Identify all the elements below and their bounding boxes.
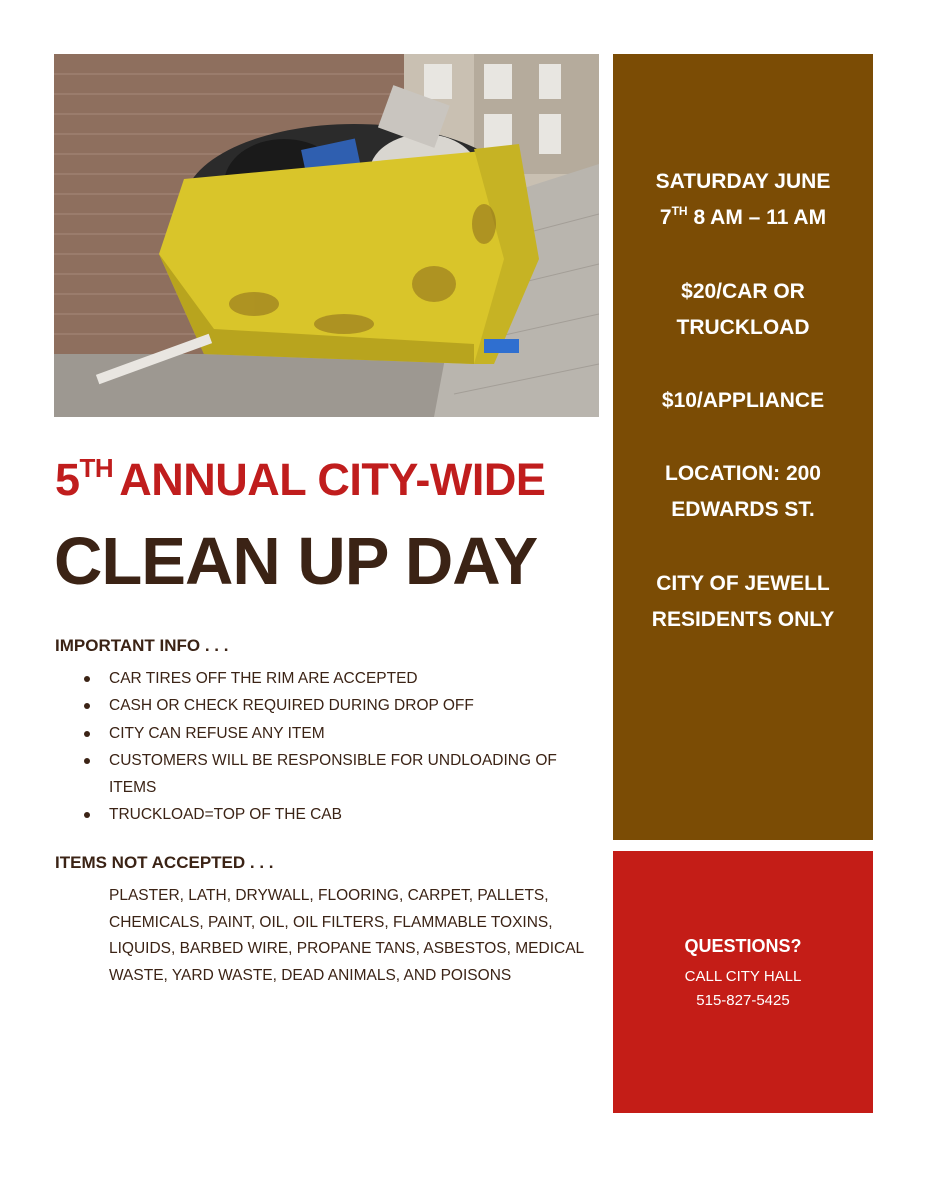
headline-line-1 bbox=[55, 452, 600, 514]
not-accepted-text: PLASTER, LATH, DRYWALL, FLOORING, CARPET, PALLETS, CHEMICALS, PAINT, OIL, OIL FILTERS, FLAMMABLE TOXINS, LIQUIDS, BARBED WIRE, PROPANE TANS, ASBESTOS, MEDICAL WASTE, YARD WASTE, DEAD ANIMALS, AND POISONS bbox=[109, 887, 584, 984]
date-ordinal: TH bbox=[671, 204, 688, 218]
residents-line-2: RESIDENTS ONLY bbox=[651, 608, 835, 631]
dumpster-photo bbox=[54, 54, 599, 417]
price-car-line-1: $20/CAR OR bbox=[681, 280, 805, 303]
date-line-2 bbox=[613, 200, 873, 238]
residents-line-1: CITY OF JEWELL bbox=[656, 572, 830, 595]
headline-number: 5 bbox=[55, 454, 80, 505]
important-info-list bbox=[78, 665, 583, 829]
list-item: CAR TIRES OFF THE RIM ARE ACCEPTED bbox=[78, 665, 583, 692]
contact-phone: 515-827-5425 bbox=[696, 992, 790, 1009]
residents-note bbox=[613, 566, 873, 638]
event-details-panel bbox=[613, 54, 873, 840]
date-time: 8 AM – 11 AM bbox=[693, 206, 827, 229]
important-info-heading: IMPORTANT INFO . . . bbox=[55, 636, 229, 655]
list-item: CASH OR CHECK REQUIRED DURING DROP OFF bbox=[78, 692, 583, 719]
location-line-1: LOCATION: 200 bbox=[665, 462, 821, 485]
price-car-line-2: TRUCKLOAD bbox=[676, 316, 810, 339]
list-item: CITY CAN REFUSE ANY ITEM bbox=[78, 720, 583, 747]
location-line-2: EDWARDS ST. bbox=[671, 498, 815, 521]
date-day: 7 bbox=[659, 206, 672, 229]
event-location bbox=[613, 456, 873, 528]
list-item: TRUCKLOAD=TOP OF THE CAB bbox=[78, 801, 583, 828]
contact-heading: QUESTIONS? bbox=[684, 936, 802, 956]
date-line-1: SATURDAY JUNE bbox=[655, 170, 831, 193]
not-accepted-heading: ITEMS NOT ACCEPTED . . . bbox=[55, 853, 274, 872]
headline-line-2: CLEAN UP DAY bbox=[54, 524, 538, 599]
price-appliance: $10/APPLIANCE bbox=[661, 389, 825, 412]
headline-rest: ANNUAL CITY-WIDE bbox=[119, 454, 546, 505]
headline-ordinal: TH bbox=[79, 453, 114, 483]
event-date bbox=[613, 164, 873, 238]
list-item: CUSTOMERS WILL BE RESPONSIBLE FOR UNDLOADING OF ITEMS bbox=[78, 747, 583, 802]
contact-panel bbox=[613, 851, 873, 1113]
contact-line: CALL CITY HALL bbox=[684, 968, 802, 985]
price-car bbox=[613, 274, 873, 346]
